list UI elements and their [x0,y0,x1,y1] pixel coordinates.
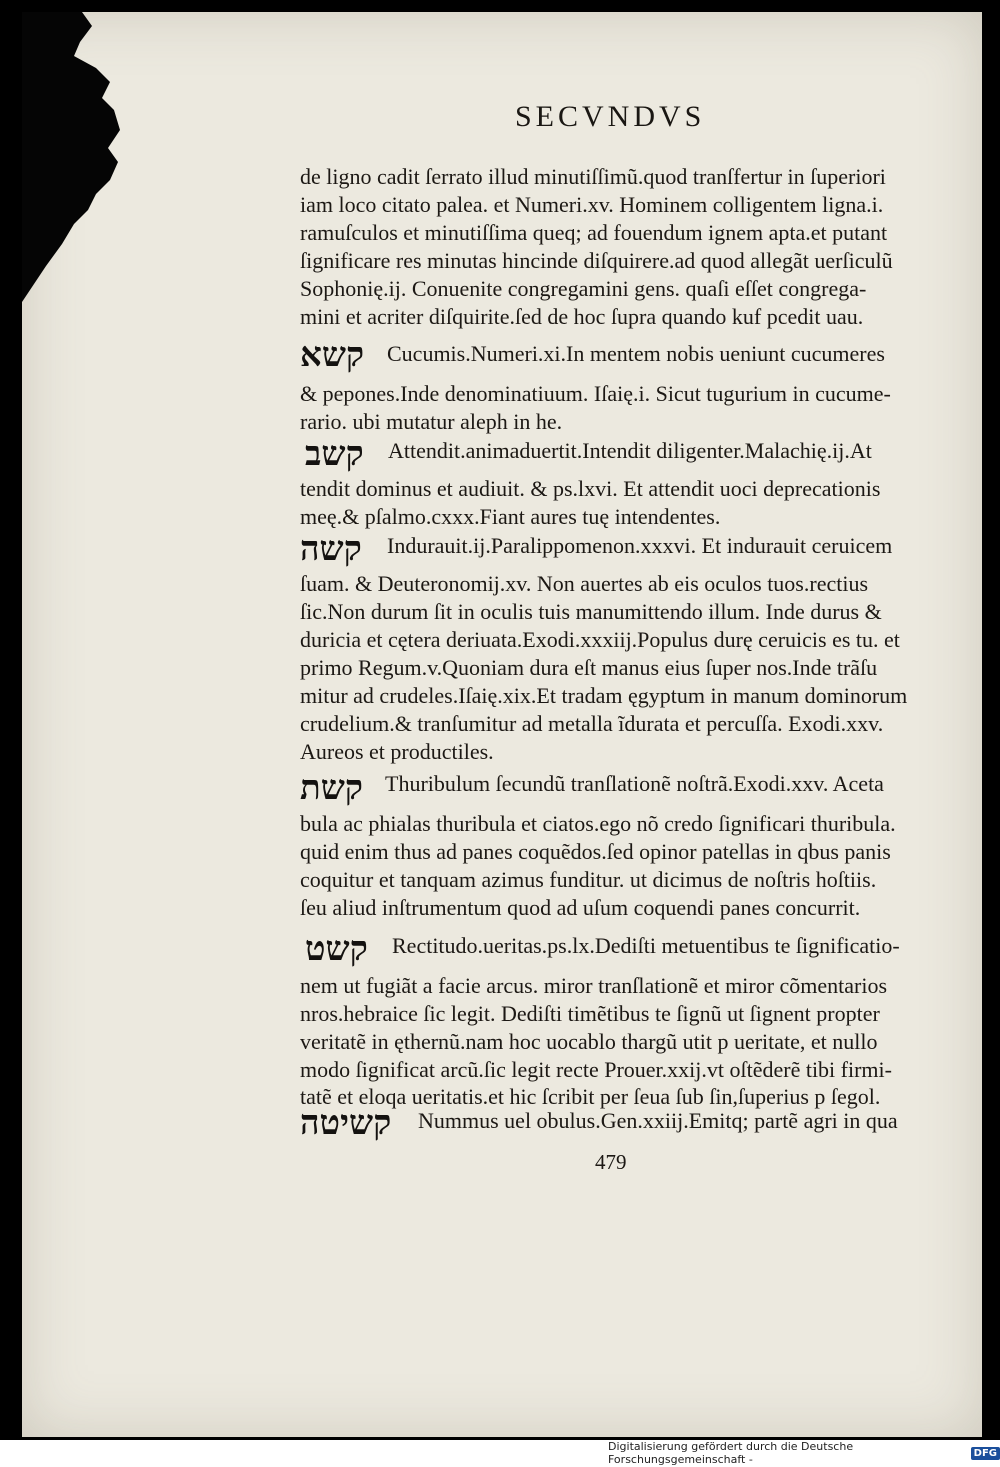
entry-first-line: Thuribulum ſecundũ tranſlationẽ noſtrã.Exodi.xxv. Aceta [385,771,884,796]
text-line: modo ſignificat arcũ.ſic legit recte Prouer.xxij.vt oſtẽderẽ tibi firmi- [300,1057,892,1082]
text-line: & pepones.Inde denominatiuum. Iſaię.i. Sicut tugurium in cucume- [300,381,891,406]
text-line: nros.hebraice ſic legit. Dediſti timẽtibus te ſignũ ut ſignent propter [300,1001,880,1026]
dfg-logo[interactable]: DFG [971,1447,1000,1460]
text-line: ſuam. & Deuteronomij.xv. Non auertes ab eis oculos tuos.rectius [300,571,869,596]
text-line: nem ut fugiãt a facie arcus. miror tranſlationẽ et miror cõmentarios [300,973,888,998]
text-line: mini et acriter diſquirite.ſed de hoc ſupra quando kuf pcedit uau. [300,304,864,329]
hebrew-headword: קשט [305,929,368,969]
text-line: ſeu aliud inſtrumentum quod ad uſum coquendi panes concurrit. [300,895,861,920]
text-line: quid enim thus ad panes coquẽdos.ſed opinor patellas in qbus panis [300,839,891,864]
entry-first-line: Attendit.animaduertit.Intendit diligenter.Malachię.ij.At [388,438,872,463]
hebrew-headword: קשת [300,768,364,808]
digitization-footer [608,1442,1000,1464]
text-line: ſignificare res minutas hincinde diſquirere.ad quod allegãt uerſiculũ [300,248,893,273]
entry-first-line: Rectitudo.ueritas.ps.lx.Dediſti metuentibus te ſignificatio- [392,933,900,958]
text-line: Sophonię.ij. Conuenite congregamini gens. quaſi eſſet congrega- [300,276,867,301]
text-line: tatẽ et eloqa ueritatis.et hic ſcribit per ſeua ſub ſin,ſuperius p ſegol. [300,1084,881,1109]
running-head: SECVNDVS [515,100,706,133]
hebrew-headword: קשא [300,335,365,375]
text-line: rario. ubi mutatur aleph in he. [300,409,563,434]
text-line: de ligno cadit ſerrato illud minutiſſimũ.quod tranſfertur in ſuperiori [300,164,886,189]
text-line: iam loco citato palea. et Numeri.xv. Hominem colligentem ligna.i. [300,192,884,217]
text-line: ramuſculos et minutiſſima queq; ad fouendum ignem apta.et putant [300,220,888,245]
text-line: veritatẽ in ęthernũ.nam hoc uocablo thargũ utit p ueritate, et nullo [300,1029,878,1054]
hebrew-headword: קשיטה [300,1103,392,1143]
text-line: coquitur et tanquam azimus funditur. ut dicimus de noſtris hoſtiis. [300,867,877,892]
text-line: tendit dominus et audiuit. & ps.lxvi. Et attendit uoci deprecationis [300,476,881,501]
text-line: mitur ad crudeles.Iſaię.xix.Et tradam ęgyptum in manum dominorum [300,683,908,708]
torn-corner [22,12,202,302]
hebrew-headword: קשה [300,529,362,569]
hebrew-headword: קשב [305,434,364,474]
text-line: Aureos et productiles. [300,739,494,764]
entry-first-line: Indurauit.ij.Paralippomenon.xxxvi. Et indurauit ceruicem [387,533,893,558]
footer-credit: Digitalisierung gefördert durch die Deutsche Forschungsgemeinschaft - [608,1440,854,1466]
text-line: ſic.Non durum ſit in oculis tuis manumittendo illum. Inde durus & [300,599,882,624]
text-line: duricia et cętera deriuata.Exodi.xxxiij.Populus durę ceruicis es tu. et [300,627,900,652]
text-line: meę.& pſalmo.cxxx.Fiant aures tuę intendentes. [300,504,721,529]
text-line: crudelium.& tranſumitur ad metalla ĩdurata et percuſſa. Exodi.xxv. [300,711,884,736]
text-line: bula ac phialas thuribula et ciatos.ego nõ credo ſignificari thuribula. [300,811,896,836]
folio-number: 479 [595,1150,627,1174]
text-line: primo Regum.v.Quoniam dura eſt manus eius ſuper nos.Inde trãſu [300,655,878,680]
entry-first-line: Cucumis.Numeri.xi.In mentem nobis ueniunt cucumeres [387,341,885,366]
entry-first-line: Nummus uel obulus.Gen.xxiij.Emitq; partẽ agri in qua [418,1108,898,1133]
